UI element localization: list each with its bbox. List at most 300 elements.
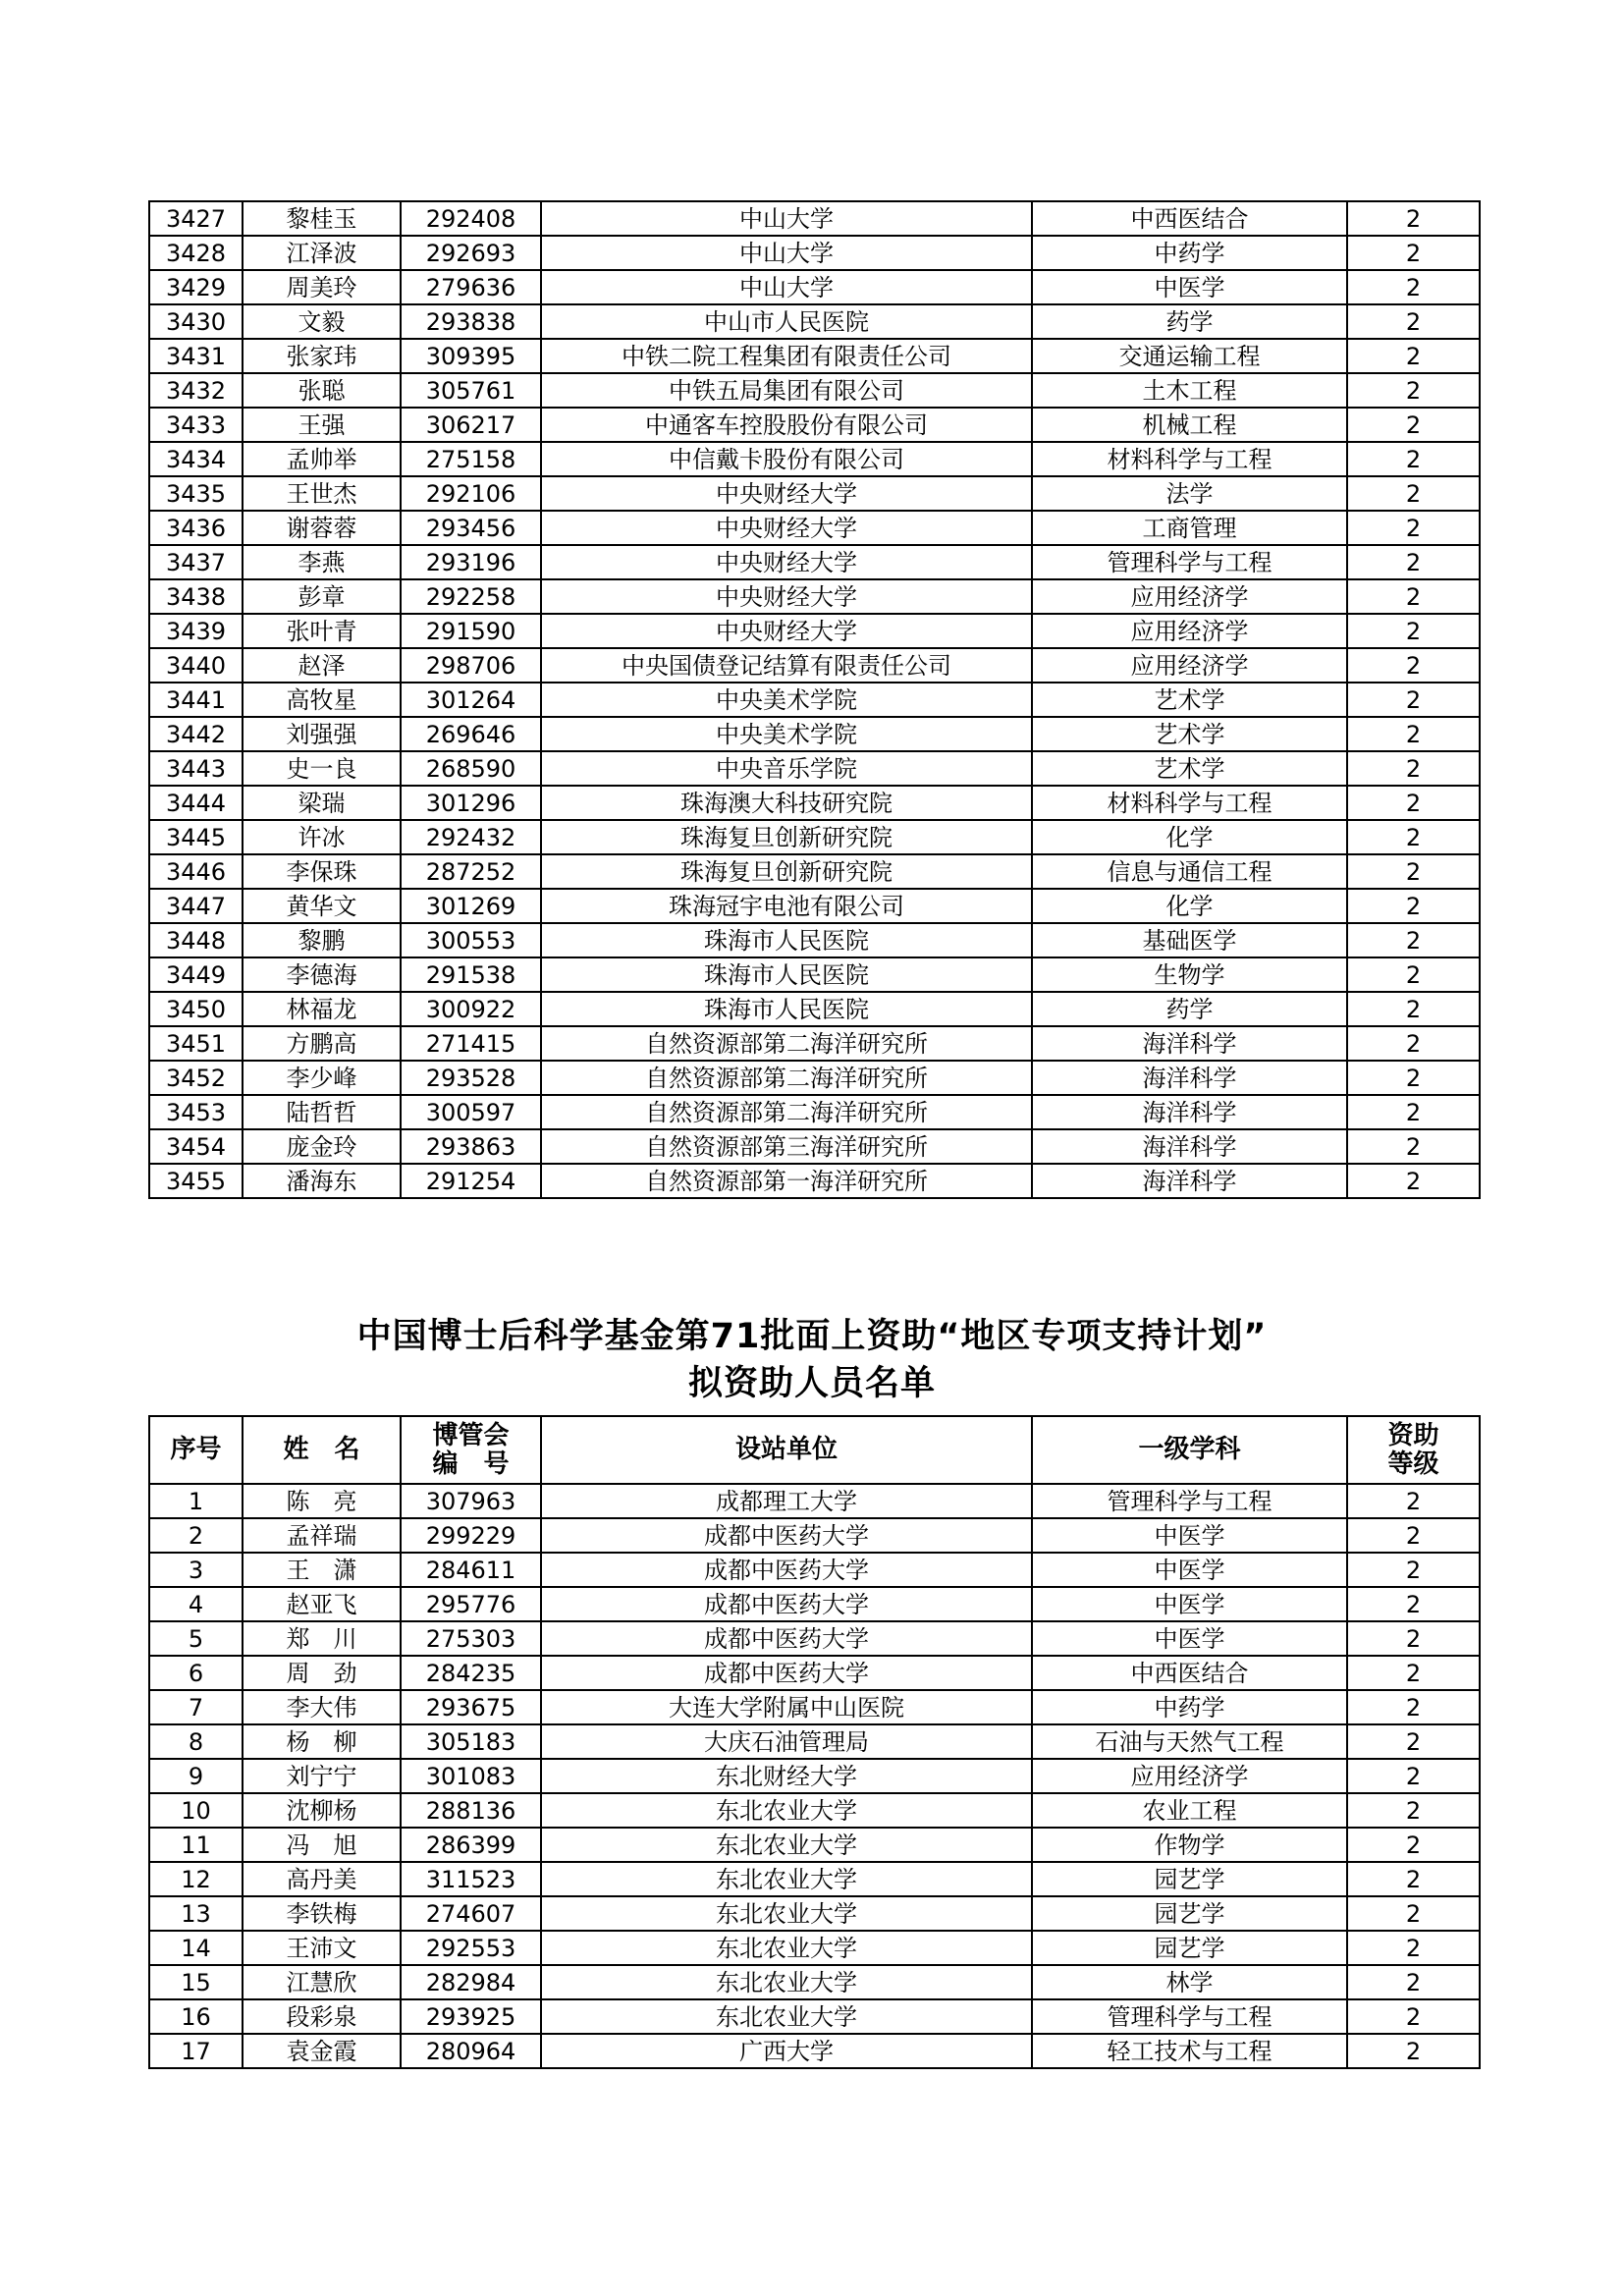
table-row (149, 1896, 1480, 1931)
cell-level: 2 (1347, 1587, 1480, 1621)
cell-unit: 东北农业大学 (541, 1793, 1032, 1828)
cell-id: 293925 (401, 1999, 541, 2034)
table-row (149, 2034, 1480, 2068)
cell-level: 2 (1347, 1656, 1480, 1690)
cell-id: 305761 (401, 373, 541, 408)
table-row (149, 614, 1480, 648)
header-unit: 设站单位 (541, 1416, 1032, 1484)
table-row (149, 1862, 1480, 1896)
cell-unit: 中山大学 (541, 270, 1032, 304)
cell-subject: 中医学 (1032, 270, 1347, 304)
cell-unit: 中央财经大学 (541, 511, 1032, 545)
cell-level: 2 (1347, 1164, 1480, 1198)
cell-subject: 作物学 (1032, 1828, 1347, 1862)
cell-subject: 园艺学 (1032, 1931, 1347, 1965)
cell-unit: 东北农业大学 (541, 1999, 1032, 2034)
cell-unit: 东北财经大学 (541, 1759, 1032, 1793)
cell-name: 黄华文 (243, 889, 401, 923)
table-row (149, 683, 1480, 717)
cell-subject: 应用经济学 (1032, 648, 1347, 683)
cell-unit: 中信戴卡股份有限公司 (541, 442, 1032, 476)
table-row (149, 1828, 1480, 1862)
cell-name: 高牧星 (243, 683, 401, 717)
table-row (149, 1931, 1480, 1965)
cell-subject: 海洋科学 (1032, 1164, 1347, 1198)
cell-unit: 成都中医药大学 (541, 1518, 1032, 1553)
table-row (149, 1484, 1480, 1518)
cell-name: 杨 柳 (243, 1724, 401, 1759)
cell-level: 2 (1347, 339, 1480, 373)
cell-subject: 应用经济学 (1032, 1759, 1347, 1793)
cell-name: 张聪 (243, 373, 401, 408)
list-subtitle: 拟资助人员名单 (687, 1364, 936, 1403)
cell-id: 301296 (401, 786, 541, 820)
cell-id: 282984 (401, 1965, 541, 1999)
cell-id: 293863 (401, 1129, 541, 1164)
cell-name: 方鹏高 (243, 1026, 401, 1061)
cell-seq: 3450 (149, 992, 243, 1026)
cell-subject: 管理科学与工程 (1032, 545, 1347, 579)
cell-seq: 3445 (149, 820, 243, 854)
cell-name: 黎鹏 (243, 923, 401, 957)
table-row (149, 854, 1480, 889)
table-row (149, 1793, 1480, 1828)
cell-level: 2 (1347, 373, 1480, 408)
cell-unit: 成都理工大学 (541, 1484, 1032, 1518)
cell-unit: 广西大学 (541, 2034, 1032, 2068)
cell-level: 2 (1347, 270, 1480, 304)
cell-id: 275158 (401, 442, 541, 476)
header-id-line1: 博管会 (432, 1420, 510, 1450)
cell-seq: 3429 (149, 270, 243, 304)
table-row (149, 1999, 1480, 2034)
cell-seq: 3427 (149, 201, 243, 236)
cell-level: 2 (1347, 820, 1480, 854)
table-row (149, 304, 1480, 339)
cell-name: 赵泽 (243, 648, 401, 683)
cell-level: 2 (1347, 889, 1480, 923)
cell-name: 庞金玲 (243, 1129, 401, 1164)
cell-seq: 3454 (149, 1129, 243, 1164)
cell-subject: 中西医结合 (1032, 1656, 1347, 1690)
cell-id: 301264 (401, 683, 541, 717)
cell-id: 292106 (401, 476, 541, 511)
cell-name: 段彩泉 (243, 1999, 401, 2034)
table-row (149, 270, 1480, 304)
cell-name: 陆哲哲 (243, 1095, 401, 1129)
cell-subject: 基础医学 (1032, 923, 1347, 957)
cell-name: 张家玮 (243, 339, 401, 373)
cell-level: 2 (1347, 648, 1480, 683)
cell-id: 307963 (401, 1484, 541, 1518)
table-row (149, 786, 1480, 820)
cell-seq: 3451 (149, 1026, 243, 1061)
cell-seq: 16 (149, 1999, 243, 2034)
cell-id: 292408 (401, 201, 541, 236)
cell-unit: 中山大学 (541, 236, 1032, 270)
cell-level: 2 (1347, 408, 1480, 442)
cell-seq: 14 (149, 1931, 243, 1965)
table-row (149, 201, 1480, 236)
cell-seq: 3448 (149, 923, 243, 957)
cell-id: 269646 (401, 717, 541, 751)
cell-subject: 生物学 (1032, 957, 1347, 992)
cell-level: 2 (1347, 854, 1480, 889)
cell-subject: 信息与通信工程 (1032, 854, 1347, 889)
cell-subject: 管理科学与工程 (1032, 1999, 1347, 2034)
cell-level: 2 (1347, 1129, 1480, 1164)
header-level (1347, 1416, 1480, 1484)
cell-name: 彭章 (243, 579, 401, 614)
cell-name: 江慧欣 (243, 1965, 401, 1999)
cell-id: 293456 (401, 511, 541, 545)
cell-subject: 机械工程 (1032, 408, 1347, 442)
cell-unit: 珠海市人民医院 (541, 957, 1032, 992)
cell-level: 2 (1347, 201, 1480, 236)
cell-name: 陈 亮 (243, 1484, 401, 1518)
cell-subject: 中药学 (1032, 236, 1347, 270)
cell-id: 275303 (401, 1621, 541, 1656)
cell-name: 张叶青 (243, 614, 401, 648)
table-row (149, 957, 1480, 992)
cell-unit: 东北农业大学 (541, 1862, 1032, 1896)
cell-level: 2 (1347, 236, 1480, 270)
cell-seq: 10 (149, 1793, 243, 1828)
cell-id: 293675 (401, 1690, 541, 1724)
cell-name: 李德海 (243, 957, 401, 992)
cell-seq: 3439 (149, 614, 243, 648)
cell-unit: 自然资源部第二海洋研究所 (541, 1026, 1032, 1061)
cell-name: 王世杰 (243, 476, 401, 511)
cell-seq: 3443 (149, 751, 243, 786)
cell-level: 2 (1347, 1061, 1480, 1095)
cell-name: 许冰 (243, 820, 401, 854)
cell-id: 292553 (401, 1931, 541, 1965)
cell-seq: 4 (149, 1587, 243, 1621)
cell-name: 赵亚飞 (243, 1587, 401, 1621)
cell-level: 2 (1347, 1690, 1480, 1724)
cell-name: 王强 (243, 408, 401, 442)
cell-level: 2 (1347, 1999, 1480, 2034)
cell-unit: 中央音乐学院 (541, 751, 1032, 786)
cell-subject: 药学 (1032, 992, 1347, 1026)
cell-level: 2 (1347, 1828, 1480, 1862)
cell-unit: 大连大学附属中山医院 (541, 1690, 1032, 1724)
cell-unit: 大庆石油管理局 (541, 1724, 1032, 1759)
cell-level: 2 (1347, 2034, 1480, 2068)
cell-level: 2 (1347, 751, 1480, 786)
cell-seq: 3452 (149, 1061, 243, 1095)
cell-subject: 农业工程 (1032, 1793, 1347, 1828)
cell-subject: 园艺学 (1032, 1862, 1347, 1896)
cell-id: 292432 (401, 820, 541, 854)
cell-subject: 管理科学与工程 (1032, 1484, 1347, 1518)
cell-id: 299229 (401, 1518, 541, 1553)
cell-seq: 3437 (149, 545, 243, 579)
cell-seq: 3440 (149, 648, 243, 683)
table-row (149, 820, 1480, 854)
cell-seq: 3432 (149, 373, 243, 408)
cell-seq: 3442 (149, 717, 243, 751)
cell-name: 冯 旭 (243, 1828, 401, 1862)
header-level-line2: 等级 (1387, 1449, 1439, 1479)
table-row (149, 476, 1480, 511)
cell-subject: 化学 (1032, 889, 1347, 923)
table-row (149, 1759, 1480, 1793)
cell-unit: 东北农业大学 (541, 1828, 1032, 1862)
cell-id: 293196 (401, 545, 541, 579)
table2-body (149, 1484, 1480, 2068)
regional-funding-list-table (148, 1415, 1481, 2069)
cell-unit: 中央美术学院 (541, 717, 1032, 751)
cell-name: 黎桂玉 (243, 201, 401, 236)
table-row (149, 992, 1480, 1026)
cell-unit: 东北农业大学 (541, 1896, 1032, 1931)
table-row (149, 1553, 1480, 1587)
cell-level: 2 (1347, 1026, 1480, 1061)
cell-unit: 中央财经大学 (541, 579, 1032, 614)
cell-name: 李铁梅 (243, 1896, 401, 1931)
table-row (149, 717, 1480, 751)
cell-subject: 艺术学 (1032, 683, 1347, 717)
cell-seq: 1 (149, 1484, 243, 1518)
cell-id: 293838 (401, 304, 541, 339)
cell-seq: 7 (149, 1690, 243, 1724)
header-seq: 序号 (149, 1416, 243, 1484)
cell-id: 292258 (401, 579, 541, 614)
cell-unit: 珠海市人民医院 (541, 992, 1032, 1026)
cell-unit: 中央财经大学 (541, 476, 1032, 511)
cell-subject: 应用经济学 (1032, 579, 1347, 614)
cell-level: 2 (1347, 1759, 1480, 1793)
cell-name: 孟帅举 (243, 442, 401, 476)
table-row (149, 923, 1480, 957)
cell-id: 291538 (401, 957, 541, 992)
cell-unit: 中央财经大学 (541, 614, 1032, 648)
cell-subject: 海洋科学 (1032, 1095, 1347, 1129)
cell-seq: 3444 (149, 786, 243, 820)
cell-unit: 珠海冠宇电池有限公司 (541, 889, 1032, 923)
cell-seq: 13 (149, 1896, 243, 1931)
cell-subject: 土木工程 (1032, 373, 1347, 408)
cell-subject: 石油与天然气工程 (1032, 1724, 1347, 1759)
cell-name: 史一良 (243, 751, 401, 786)
table-row (149, 236, 1480, 270)
cell-id: 309395 (401, 339, 541, 373)
cell-subject: 轻工技术与工程 (1032, 2034, 1347, 2068)
cell-id: 300597 (401, 1095, 541, 1129)
cell-level: 2 (1347, 1965, 1480, 1999)
header-subject: 一级学科 (1032, 1416, 1347, 1484)
table-row (149, 339, 1480, 373)
cell-name: 林福龙 (243, 992, 401, 1026)
cell-seq: 3433 (149, 408, 243, 442)
cell-seq: 3438 (149, 579, 243, 614)
cell-seq: 3428 (149, 236, 243, 270)
cell-level: 2 (1347, 579, 1480, 614)
cell-unit: 中央美术学院 (541, 683, 1032, 717)
cell-seq: 12 (149, 1862, 243, 1896)
cell-subject: 化学 (1032, 820, 1347, 854)
cell-level: 2 (1347, 1896, 1480, 1931)
table-row (149, 1164, 1480, 1198)
cell-seq: 17 (149, 2034, 243, 2068)
cell-seq: 3446 (149, 854, 243, 889)
cell-subject: 中药学 (1032, 1690, 1347, 1724)
table-row (149, 579, 1480, 614)
cell-unit: 珠海复旦创新研究院 (541, 820, 1032, 854)
cell-level: 2 (1347, 683, 1480, 717)
cell-name: 李保珠 (243, 854, 401, 889)
cell-id: 311523 (401, 1862, 541, 1896)
cell-seq: 3434 (149, 442, 243, 476)
cell-subject: 海洋科学 (1032, 1026, 1347, 1061)
table2-header (149, 1416, 1480, 1484)
cell-id: 280964 (401, 2034, 541, 2068)
cell-name: 周美玲 (243, 270, 401, 304)
cell-name: 孟祥瑞 (243, 1518, 401, 1553)
cell-seq: 3430 (149, 304, 243, 339)
cell-seq: 3441 (149, 683, 243, 717)
cell-level: 2 (1347, 717, 1480, 751)
cell-subject: 海洋科学 (1032, 1129, 1347, 1164)
cell-seq: 5 (149, 1621, 243, 1656)
cell-level: 2 (1347, 1621, 1480, 1656)
cell-seq: 3455 (149, 1164, 243, 1198)
cell-subject: 海洋科学 (1032, 1061, 1347, 1095)
cell-level: 2 (1347, 957, 1480, 992)
cell-name: 梁瑞 (243, 786, 401, 820)
table-row (149, 889, 1480, 923)
cell-unit: 珠海市人民医院 (541, 923, 1032, 957)
cell-unit: 珠海复旦创新研究院 (541, 854, 1032, 889)
cell-unit: 自然资源部第三海洋研究所 (541, 1129, 1032, 1164)
table-row (149, 1965, 1480, 1999)
cell-subject: 工商管理 (1032, 511, 1347, 545)
cell-level: 2 (1347, 992, 1480, 1026)
table-row (149, 1026, 1480, 1061)
cell-name: 郑 川 (243, 1621, 401, 1656)
cell-unit: 中央财经大学 (541, 545, 1032, 579)
cell-name: 高丹美 (243, 1862, 401, 1896)
cell-level: 2 (1347, 545, 1480, 579)
cell-level: 2 (1347, 1793, 1480, 1828)
cell-level: 2 (1347, 1931, 1480, 1965)
cell-level: 2 (1347, 1862, 1480, 1896)
cell-subject: 中医学 (1032, 1587, 1347, 1621)
cell-seq: 3449 (149, 957, 243, 992)
cell-subject: 交通运输工程 (1032, 339, 1347, 373)
cell-id: 295776 (401, 1587, 541, 1621)
cell-id: 288136 (401, 1793, 541, 1828)
cell-unit: 中山市人民医院 (541, 304, 1032, 339)
cell-id: 268590 (401, 751, 541, 786)
cell-unit: 中山大学 (541, 201, 1032, 236)
cell-subject: 艺术学 (1032, 717, 1347, 751)
cell-id: 292693 (401, 236, 541, 270)
cell-name: 李大伟 (243, 1690, 401, 1724)
table-row (149, 1724, 1480, 1759)
cell-id: 291590 (401, 614, 541, 648)
cell-subject: 法学 (1032, 476, 1347, 511)
cell-name: 江泽波 (243, 236, 401, 270)
header-id-line2: 编 号 (432, 1449, 510, 1479)
cell-unit: 自然资源部第二海洋研究所 (541, 1095, 1032, 1129)
cell-subject: 艺术学 (1032, 751, 1347, 786)
cell-unit: 中央国债登记结算有限责任公司 (541, 648, 1032, 683)
cell-id: 291254 (401, 1164, 541, 1198)
cell-id: 301083 (401, 1759, 541, 1793)
cell-level: 2 (1347, 614, 1480, 648)
cell-name: 刘宁宁 (243, 1759, 401, 1793)
table-row (149, 511, 1480, 545)
cell-unit: 东北农业大学 (541, 1931, 1032, 1965)
cell-unit: 成都中医药大学 (541, 1553, 1032, 1587)
list-title: 中国博士后科学基金第71批面上资助“地区专项支持计划” (356, 1317, 1268, 1356)
cell-name: 文毅 (243, 304, 401, 339)
cell-level: 2 (1347, 511, 1480, 545)
cell-name: 李少峰 (243, 1061, 401, 1095)
cell-seq: 8 (149, 1724, 243, 1759)
cell-subject: 林学 (1032, 1965, 1347, 1999)
header-name: 姓 名 (243, 1416, 401, 1484)
cell-subject: 药学 (1032, 304, 1347, 339)
table-row (149, 1061, 1480, 1095)
cell-id: 287252 (401, 854, 541, 889)
cell-id: 298706 (401, 648, 541, 683)
cell-seq: 6 (149, 1656, 243, 1690)
table-row (149, 408, 1480, 442)
cell-unit: 中铁二院工程集团有限责任公司 (541, 339, 1032, 373)
cell-subject: 应用经济学 (1032, 614, 1347, 648)
table-row (149, 373, 1480, 408)
cell-subject: 中医学 (1032, 1621, 1347, 1656)
cell-level: 2 (1347, 1724, 1480, 1759)
header-row (149, 1416, 1480, 1484)
cell-id: 300922 (401, 992, 541, 1026)
cell-name: 谢蓉蓉 (243, 511, 401, 545)
cell-level: 2 (1347, 476, 1480, 511)
cell-id: 284235 (401, 1656, 541, 1690)
cell-seq: 2 (149, 1518, 243, 1553)
cell-unit: 中通客车控股股份有限公司 (541, 408, 1032, 442)
cell-unit: 成都中医药大学 (541, 1587, 1032, 1621)
cell-unit: 成都中医药大学 (541, 1621, 1032, 1656)
cell-level: 2 (1347, 923, 1480, 957)
cell-id: 306217 (401, 408, 541, 442)
table-row (149, 1587, 1480, 1621)
cell-unit: 东北农业大学 (541, 1965, 1032, 1999)
cell-id: 279636 (401, 270, 541, 304)
cell-subject: 中医学 (1032, 1518, 1347, 1553)
cell-name: 袁金霞 (243, 2034, 401, 2068)
table-row (149, 751, 1480, 786)
cell-name: 李燕 (243, 545, 401, 579)
cell-name: 王沛文 (243, 1931, 401, 1965)
cell-seq: 3435 (149, 476, 243, 511)
table1-body (149, 201, 1480, 1198)
cell-seq: 3431 (149, 339, 243, 373)
cell-unit: 自然资源部第二海洋研究所 (541, 1061, 1032, 1095)
header-id (401, 1416, 541, 1484)
cell-unit: 中铁五局集团有限公司 (541, 373, 1032, 408)
cell-unit: 自然资源部第一海洋研究所 (541, 1164, 1032, 1198)
table-row (149, 545, 1480, 579)
cell-id: 286399 (401, 1828, 541, 1862)
cell-subject: 材料科学与工程 (1032, 442, 1347, 476)
cell-level: 2 (1347, 1518, 1480, 1553)
table-row (149, 1621, 1480, 1656)
